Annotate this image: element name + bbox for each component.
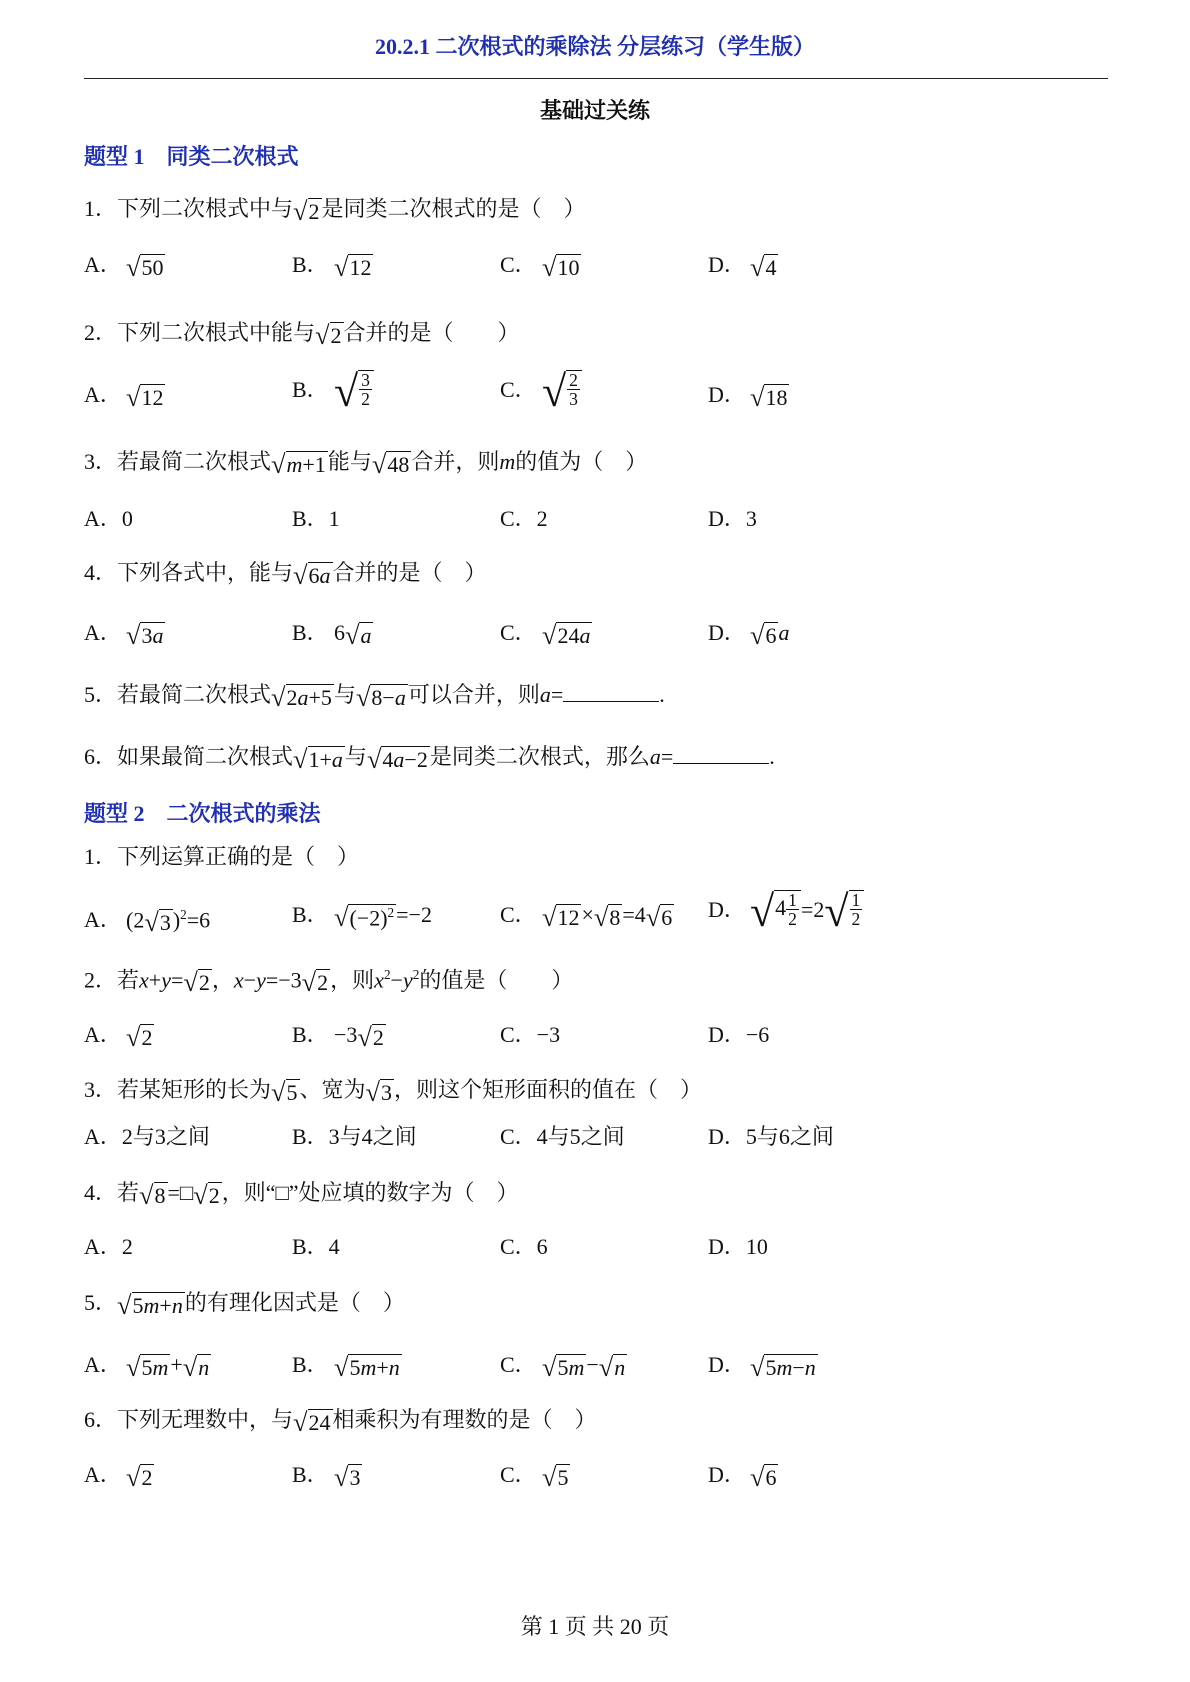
- option-a[interactable]: A． √ 3a: [84, 619, 164, 650]
- option-c[interactable]: C． √ 5m − √ n: [500, 1351, 626, 1382]
- option-d[interactable]: D． √ 6 a: [708, 619, 790, 650]
- answer-blank[interactable]: [673, 745, 769, 764]
- option-c[interactable]: C． √ 12 × √ 8 =4 √ 6: [500, 901, 673, 932]
- option-c[interactable]: C．6: [500, 1234, 548, 1259]
- question-1-6: 6．如果最简二次根式 √ 1+a 与 √ 4a−2 是同类二次根式，那么a= .: [84, 743, 775, 774]
- question-2-2: 2．若x+y= √ 2 ，x−y=−3 √ 2 ，则$x^2-y^2$的值是（ ）: [84, 967, 574, 998]
- option-c[interactable]: C． √ 24a: [500, 619, 591, 650]
- question-1-4: 4．下列各式中，能与 √ 6a 合并的是（ ）: [84, 559, 487, 590]
- option-b[interactable]: B． √ $(-2)^2$ =−2: [292, 901, 432, 932]
- question-2-5: 5． √ 5m+n 的有理化因式是（ ）: [84, 1289, 405, 1320]
- option-b[interactable]: B． 6 √ a: [292, 619, 372, 650]
- option-a[interactable]: A． √ 2: [84, 1021, 153, 1052]
- option-c[interactable]: C． √ 5: [500, 1461, 569, 1492]
- option-b[interactable]: B．1: [292, 506, 340, 531]
- type-heading-1: 题型 1 同类二次根式: [84, 144, 299, 169]
- option-d[interactable]: D． √ 5m−n: [708, 1351, 816, 1382]
- question-1-5: 5．若最简二次根式 √ 2a+5 与 √ 8−a 可以合并，则a= .: [84, 681, 665, 712]
- option-d[interactable]: D． √ 4: [708, 251, 777, 282]
- option-a[interactable]: A．2与3之间: [84, 1124, 210, 1149]
- document-title: 20.2.1 二次根式的乘除法 分层练习（学生版）: [374, 34, 815, 59]
- option-a[interactable]: A． √ 12: [84, 381, 164, 412]
- option-a[interactable]: A． √ 2: [84, 1461, 153, 1492]
- option-d[interactable]: D．−6: [708, 1022, 770, 1047]
- question-2-1: 1．下列运算正确的是（ ）: [84, 844, 360, 869]
- option-d[interactable]: D．10: [708, 1234, 768, 1259]
- question-2-6: 6．下列无理数中，与 √ 24 相乘积为有理数的是（ ）: [84, 1406, 597, 1437]
- type-heading-2: 题型 2 二次根式的乘法: [84, 801, 321, 826]
- option-b[interactable]: B． √ 12: [292, 251, 372, 282]
- option-d[interactable]: D． √ 4 $\frac{1}{2}$ =2 √ $\frac{1}{2}$: [708, 890, 864, 934]
- option-b[interactable]: B． √ $\frac{3}{2}$: [292, 370, 374, 414]
- page-footer: 第 1 页 共 20 页: [520, 1614, 670, 1639]
- option-b[interactable]: B．3与4之间: [292, 1124, 417, 1149]
- option-c[interactable]: C． √ $\frac{2}{3}$: [500, 370, 582, 414]
- header-rule: [84, 78, 1108, 79]
- option-c[interactable]: C．2: [500, 506, 548, 531]
- option-a[interactable]: A． √ 50: [84, 251, 164, 282]
- answer-blank[interactable]: [563, 683, 659, 702]
- option-d[interactable]: D． √ 6: [708, 1461, 777, 1492]
- option-c[interactable]: C．4与5之间: [500, 1124, 625, 1149]
- question-2-3: 3．若某矩形的长为 √ 5 、宽为 √ 3 ，则这个矩形面积的值在（ ）: [84, 1076, 703, 1107]
- option-b[interactable]: B． −3 √ 2: [292, 1021, 384, 1052]
- option-d[interactable]: D．5与6之间: [708, 1124, 834, 1149]
- option-c[interactable]: C．−3: [500, 1022, 561, 1047]
- option-c[interactable]: C． √ 10: [500, 251, 580, 282]
- option-a[interactable]: A． √ 5m + √ n: [84, 1351, 210, 1382]
- question-1-2: 2．下列二次根式中能与 √ 2 合并的是（ ）: [84, 319, 520, 350]
- option-a[interactable]: A． (2 √ 3 )$^2$=6: [84, 907, 211, 938]
- option-d[interactable]: D． √ 18: [708, 381, 788, 412]
- option-a[interactable]: A．0: [84, 506, 133, 531]
- option-d[interactable]: D．3: [708, 506, 757, 531]
- question-1-1: 1．下列二次根式中与 √ 2 是同类二次根式的是（ ）: [84, 195, 586, 226]
- option-b[interactable]: B． √ 3: [292, 1461, 361, 1492]
- option-a[interactable]: A．2: [84, 1234, 133, 1259]
- option-b[interactable]: B． √ 5m+n: [292, 1351, 400, 1382]
- option-b[interactable]: B．4: [292, 1234, 340, 1259]
- section-title: 基础过关练: [539, 98, 650, 123]
- question-1-3: 3．若最简二次根式 √ m+1 能与 √ 48 合并，则m的值为（ ）: [84, 448, 648, 479]
- question-2-4: 4．若 √ 8 =□ √ 2 ，则“□”处应填的数字为（ ）: [84, 1179, 519, 1210]
